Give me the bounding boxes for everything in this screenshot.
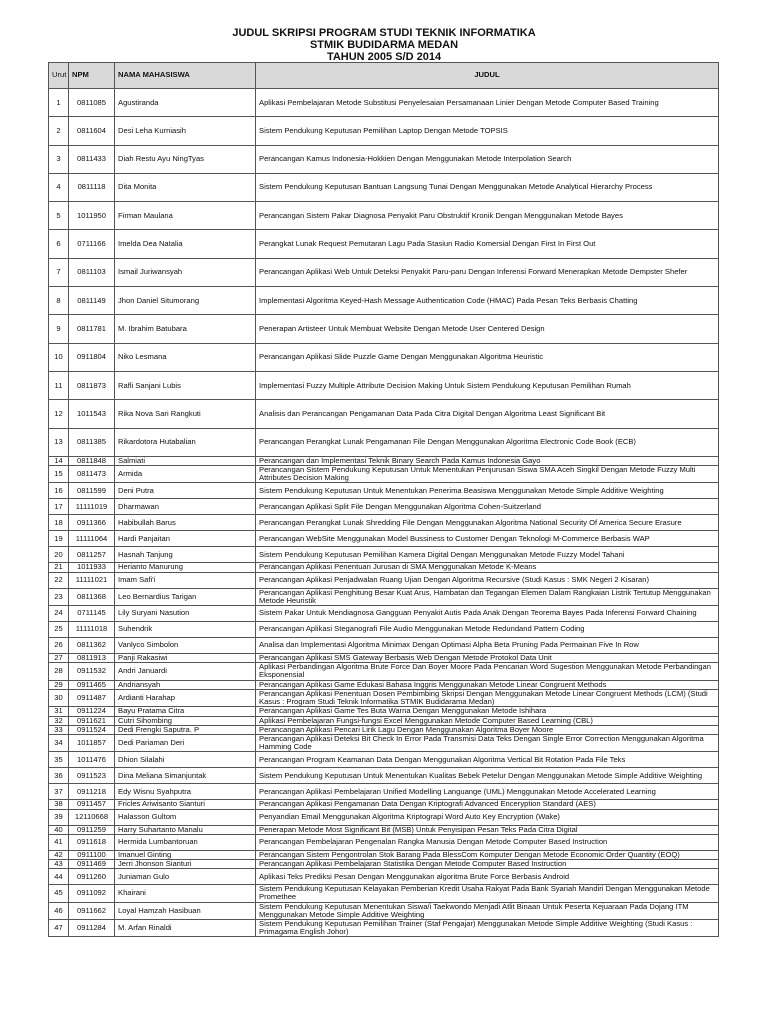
student-name: Herianto Manurung — [115, 563, 256, 572]
row-number: 39 — [49, 809, 69, 825]
table-row — [49, 885, 719, 902]
row-number: 46 — [49, 902, 69, 919]
table-row — [49, 515, 719, 531]
thesis-title: Sistem Pakar Untuk Mendiagnosa Gangguan Penyakit Autis Pada Anak Dengan Teorema Bayes Pada Inferensi Forward Chaining — [256, 606, 719, 622]
student-name: Halasson Gultom — [115, 809, 256, 825]
student-npm: 0911532 — [69, 663, 115, 680]
row-number: 11 — [49, 371, 69, 399]
student-name: M. Arfan Rinaldi — [115, 919, 256, 936]
student-npm: 0811149 — [69, 287, 115, 315]
thesis-title: Sistem Pendukung Keputusan Pemilihan Laptop Dengan Metode TOPSIS — [256, 117, 719, 145]
student-npm: 0911523 — [69, 768, 115, 784]
row-number: 21 — [49, 563, 69, 572]
table-row — [49, 499, 719, 515]
table-row — [49, 588, 719, 605]
row-number: 16 — [49, 483, 69, 499]
row-number: 26 — [49, 638, 69, 654]
thesis-title: Analisa dan Implementasi Algoritma Minimax Dengan Optimasi Alpha Beta Pruning Pada Permainan Five In Row — [256, 638, 719, 654]
table-row — [49, 725, 719, 734]
student-name: Firman Maulana — [115, 202, 256, 230]
student-npm: 0811873 — [69, 371, 115, 399]
row-number: 19 — [49, 531, 69, 547]
col-header-nama: NAMA MAHASISWA — [115, 63, 256, 89]
row-number: 5 — [49, 202, 69, 230]
student-npm: 0811103 — [69, 258, 115, 286]
student-npm: 1011933 — [69, 563, 115, 572]
row-number: 32 — [49, 716, 69, 725]
row-number: 6 — [49, 230, 69, 258]
thesis-title: Perancangan WebSite Menggunakan Model Bussiness to Customer Dengan Teknologi M-Commerce Berbasis WAP — [256, 531, 719, 547]
table-row — [49, 89, 719, 117]
thesis-title: Perancangan Aplikasi Pembelajaran Unified Modelling Languange (UML) Menggunakan Metode Accelerated Learning — [256, 784, 719, 800]
table-row — [49, 784, 719, 800]
col-header-npm: NPM — [69, 63, 115, 89]
row-number: 30 — [49, 689, 69, 706]
student-name: Hasnah Tanjung — [115, 547, 256, 563]
table-row — [49, 663, 719, 680]
student-name: Dedi Frengki Saputra. P — [115, 725, 256, 734]
institution-name: STMIK BUDIDARMA MEDAN — [309, 39, 459, 51]
student-npm: 1011950 — [69, 202, 115, 230]
table-header-row — [49, 63, 719, 89]
row-number: 2 — [49, 117, 69, 145]
col-header-judul: JUDUL — [256, 63, 719, 89]
student-name: M. Ibrahim Batubara — [115, 315, 256, 343]
table-row — [49, 315, 719, 343]
student-npm: 0911092 — [69, 885, 115, 902]
student-npm: 0911469 — [69, 859, 115, 868]
thesis-title: Sistem Pendukung Keputusan Untuk Menentukan Penerima Beasiswa Menggunakan Metode Simple Additive Weighting — [256, 483, 719, 499]
thesis-title: Perancangan Perangkat Lunak Pengamanan File Dengan Menggunakan Algoritma Electronic Code Book (ECB) — [256, 428, 719, 456]
student-name: Ardianti Harahap — [115, 689, 256, 706]
student-name: Dharmawan — [115, 499, 256, 515]
table-row — [49, 834, 719, 850]
row-number: 8 — [49, 287, 69, 315]
student-npm: 0811848 — [69, 456, 115, 465]
student-npm: 0911457 — [69, 800, 115, 809]
thesis-title: Perancangan Aplikasi Penjadwalan Ruang Ujian Dengan Algoritma Recursive (Studi Kasus : SMK Negeri 2 Kisaran) — [256, 572, 719, 588]
thesis-title: Penerapan Metode Most Significant Bit (MSB) Untuk Penyisipan Pesan Teks Pada Citra Digital — [256, 825, 719, 834]
student-npm: 0911465 — [69, 680, 115, 689]
student-npm: 0811473 — [69, 466, 115, 483]
student-npm: 0911621 — [69, 716, 115, 725]
student-npm: 0811118 — [69, 173, 115, 201]
student-name: Vanlyco Simbolon — [115, 638, 256, 654]
student-name: Dhion Silalahi — [115, 752, 256, 768]
student-name: Hardi Panjaitan — [115, 531, 256, 547]
student-npm: 0811599 — [69, 483, 115, 499]
thesis-title: Analisis dan Perancangan Pengamanan Data Pada Citra Digital Dengan Algoritma Least Significant Bit — [256, 400, 719, 428]
student-npm: 11111064 — [69, 531, 115, 547]
row-number: 28 — [49, 663, 69, 680]
student-npm: 0811257 — [69, 547, 115, 563]
row-number: 1 — [49, 89, 69, 117]
table-row — [49, 707, 719, 716]
table-row — [49, 117, 719, 145]
row-number: 47 — [49, 919, 69, 936]
table-row — [49, 752, 719, 768]
student-npm: 0811085 — [69, 89, 115, 117]
col-header-urut: Urut — [49, 63, 69, 89]
thesis-title: Perancangan Aplikasi Pencari Lirik Lagu Dengan Menggunakan Algoritma Boyer Moore — [256, 725, 719, 734]
student-name: Andriansyah — [115, 680, 256, 689]
student-name: Hermida Lumbantoruan — [115, 834, 256, 850]
student-name: Salmiati — [115, 456, 256, 465]
student-npm: 0911487 — [69, 689, 115, 706]
student-npm: 1011476 — [69, 752, 115, 768]
row-number: 23 — [49, 588, 69, 605]
row-number: 44 — [49, 869, 69, 885]
student-name: Niko Lesmana — [115, 343, 256, 371]
student-name: Andri Januardi — [115, 663, 256, 680]
row-number: 34 — [49, 734, 69, 751]
thesis-title: Sistem Pendukung Keputusan Pemilihan Trainer (Staf Pengajar) Menggunakan Metode Simple Additive Weighting (Studi Kasus : Primagama English Johor) — [256, 919, 719, 936]
thesis-title: Perancangan Aplikasi Pembelajaran Statistika Dengan Metode Computer Based Instruction — [256, 859, 719, 868]
thesis-title: Penyandian Email Menggunakan Algoritma Kriptograpi Word Auto Key Encryption (Wake) — [256, 809, 719, 825]
student-npm: 0811433 — [69, 145, 115, 173]
student-name: Jerri Jhonson Sianturi — [115, 859, 256, 868]
table-row — [49, 902, 719, 919]
row-number: 4 — [49, 173, 69, 201]
thesis-title: Perancangan Aplikasi Game Edukasi Bahasa Inggris Menggunakan Metode Linear Congruent Methods — [256, 680, 719, 689]
row-number: 31 — [49, 707, 69, 716]
thesis-title: Perancangan Program Keamanan Data Dengan Menggunakan Algoritma Vertical Bit Rotation Pada File Teks — [256, 752, 719, 768]
thesis-title: Implementasi Algoritma Keyed-Hash Message Authentication Code (HMAC) Pada Pesan Teks Berbasis Chatting — [256, 287, 719, 315]
student-npm: 11111018 — [69, 622, 115, 638]
table-row — [49, 919, 719, 936]
thesis-title: Perancangan Aplikasi Penghitung Besar Kuat Arus, Hambatan dan Tegangan Elemen Dalam Rangkaian Listrik Tertutup Menggunakan Metode Heuristik — [256, 588, 719, 605]
student-npm: 0911224 — [69, 707, 115, 716]
student-name: Dita Monita — [115, 173, 256, 201]
thesis-title: Sistem Pendukung Keputusan Kelayakan Pemberian Kredit Usaha Rakyat Pada Bank Syariah Mandiri Dengan Menggunakan Metode Promethee — [256, 885, 719, 902]
table-row — [49, 809, 719, 825]
thesis-title: Perancangan Aplikasi Penentuan Dosen Pembimbing Skripsi Dengan Menggunakan Metode Linear Congruent Methods (LCM) (Studi Kasus : Program Studi Teknik Informatika STMIK Budidarama Medan) — [256, 689, 719, 706]
student-npm: 11111019 — [69, 499, 115, 515]
thesis-title: Perancangan Kamus Indonesia-Hokkien Dengan Menggunakan Metode Interpolation Search — [256, 145, 719, 173]
student-npm: 0911218 — [69, 784, 115, 800]
row-number: 33 — [49, 725, 69, 734]
student-name: Juniaman Gulo — [115, 869, 256, 885]
student-npm: 0911662 — [69, 902, 115, 919]
row-number: 29 — [49, 680, 69, 689]
thesis-title: Aplikasi Teks Prediksi Pesan Dengan Menggunakan algoritma Brute Force Berbasis Android — [256, 869, 719, 885]
thesis-title: Perancangan Aplikasi Steganografi File Audio Menggunakan Metode Redundand Pattern Coding — [256, 622, 719, 638]
row-number: 15 — [49, 466, 69, 483]
row-number: 42 — [49, 850, 69, 859]
student-npm: 0911804 — [69, 343, 115, 371]
row-number: 35 — [49, 752, 69, 768]
table-row — [49, 825, 719, 834]
thesis-title: Perancangan Aplikasi Web Untuk Deteksi Penyakit Paru-paru Dengan Inferensi Forward Menerapkan Metode Dempster Shefer — [256, 258, 719, 286]
student-npm: 1011857 — [69, 734, 115, 751]
student-name: Bayu Pratama Citra — [115, 707, 256, 716]
thesis-title: Sistem Pendukung Keputusan Menentukan Siswa/i Taekwondo Menjadi Atlit Binaan Untuk Peserta Kejuaraan Pada Dojang ITM Menggunakan Metode Simple Additive Weighting — [256, 902, 719, 919]
row-number: 27 — [49, 654, 69, 663]
table-row — [49, 859, 719, 868]
row-number: 18 — [49, 515, 69, 531]
row-number: 43 — [49, 859, 69, 868]
row-number: 9 — [49, 315, 69, 343]
student-name: Deni Putra — [115, 483, 256, 499]
student-name: Cutri Sihombing — [115, 716, 256, 725]
table-row — [49, 850, 719, 859]
table-row — [49, 716, 719, 725]
thesis-title: Sistem Pendukung Keputusan Bantuan Langsung Tunai Dengan Menggunakan Metode Analytical Hierarchy Process — [256, 173, 719, 201]
student-name: Dedi Pariaman Deri — [115, 734, 256, 751]
thesis-title: Sistem Pendukung Keputusan Pemilihan Kamera Digital Dengan Menggunakan Metode Fuzzy Model Tahani — [256, 547, 719, 563]
table-row — [49, 483, 719, 499]
student-npm: 0811913 — [69, 654, 115, 663]
table-row — [49, 689, 719, 706]
student-npm: 0811385 — [69, 428, 115, 456]
thesis-title: Implementasi Fuzzy Multiple Attribute Decision Making Untuk Sistem Pendukung Keputusan Pemilihan Rumah — [256, 371, 719, 399]
table-row — [49, 572, 719, 588]
student-name: Rika Nova Sari Rangkuti — [115, 400, 256, 428]
table-row — [49, 400, 719, 428]
table-row — [49, 258, 719, 286]
thesis-title: Perancangan Aplikasi Deteksi Bit Check In Error Pada Transmisi Data Teks Dengan Single Error Correction Menggunakan Algoritma Hamming Code — [256, 734, 719, 751]
table-body — [49, 89, 719, 937]
row-number: 22 — [49, 572, 69, 588]
row-number: 17 — [49, 499, 69, 515]
table-row — [49, 287, 719, 315]
table-row — [49, 654, 719, 663]
thesis-title: Perancangan Sistem Pendukung Keputusan Untuk Menentukan Penjurusan Siswa SMA Aceh Singkil Dengan Metode Fuzzy Multi Attributes Decision Making — [256, 466, 719, 483]
table-row — [49, 638, 719, 654]
student-name: Leo Bernardius Tarigan — [115, 588, 256, 605]
student-name: Rafli Sanjani Lubis — [115, 371, 256, 399]
student-npm: 1011543 — [69, 400, 115, 428]
document-title: JUDUL SKRIPSI PROGRAM STUDI TEKNIK INFORMATIKA — [232, 27, 536, 39]
student-name: Imam Safi'i — [115, 572, 256, 588]
table-row — [49, 606, 719, 622]
student-npm: 0911100 — [69, 850, 115, 859]
table-row — [49, 456, 719, 465]
thesis-title: Sistem Pendukung Keputusan Untuk Menentukan Kualitas Bebek Petelur Dengan Menggunakan Metode Simple Additive Weighting — [256, 768, 719, 784]
student-npm: 0911259 — [69, 825, 115, 834]
student-name: Imanuel Ginting — [115, 850, 256, 859]
table-row — [49, 768, 719, 784]
student-name: Diah Restu Ayu NingTyas — [115, 145, 256, 173]
table-row — [49, 734, 719, 751]
thesis-title: Perancangan Aplikasi Pengamanan Data Dengan Kriptografi Advanced Enceryption Standard (AES) — [256, 800, 719, 809]
row-number: 41 — [49, 834, 69, 850]
row-number: 24 — [49, 606, 69, 622]
student-npm: 0911618 — [69, 834, 115, 850]
student-name: Armida — [115, 466, 256, 483]
student-name: Edy Wisnu Syahputra — [115, 784, 256, 800]
student-npm: 11111021 — [69, 572, 115, 588]
thesis-title: Perancangan Sistem Pakar Diagnosa Penyakit Paru Obstruktif Kronik Dengan Menggunakan Metode Bayes — [256, 202, 719, 230]
row-number: 3 — [49, 145, 69, 173]
student-npm: 0711166 — [69, 230, 115, 258]
table-row — [49, 622, 719, 638]
thesis-title: Perangkat Lunak Request Pemutaran Lagu Pada Stasiun Radio Komersial Dengan First In First Out — [256, 230, 719, 258]
table-row — [49, 173, 719, 201]
table-row — [49, 145, 719, 173]
thesis-title: Perancangan Aplikasi Penentuan Jurusan di SMA Menggunakan Metode K-Means — [256, 563, 719, 572]
row-number: 25 — [49, 622, 69, 638]
thesis-title: Aplikasi Perbandingan Algoritma Brute Force Dan Boyer Moore Pada Pencarian Word Sugestion Menggunakan Metode Perbandingan Eksponensial — [256, 663, 719, 680]
student-name: Loyal Hamzah Hasibuan — [115, 902, 256, 919]
row-number: 13 — [49, 428, 69, 456]
row-number: 40 — [49, 825, 69, 834]
table-row — [49, 547, 719, 563]
thesis-title: Aplikasi Pembelajaran Fungsi-fungsi Excel Menggunakan Metode Computer Based Learning (CBL) — [256, 716, 719, 725]
thesis-table — [48, 62, 719, 937]
thesis-title: Perancangan Pembelajaran Pengenalan Rangka Manusia Dengan Metode Computer Based Instruction — [256, 834, 719, 850]
row-number: 37 — [49, 784, 69, 800]
table-row — [49, 680, 719, 689]
row-number: 45 — [49, 885, 69, 902]
thesis-title: Penerapan Artisteer Untuk Membuat Website Dengan Metode User Centered Design — [256, 315, 719, 343]
student-npm: 0911284 — [69, 919, 115, 936]
student-npm: 0811781 — [69, 315, 115, 343]
student-npm: 0811362 — [69, 638, 115, 654]
student-npm: 12110668 — [69, 809, 115, 825]
table-row — [49, 531, 719, 547]
student-name: Desi Leha Kurniasih — [115, 117, 256, 145]
student-name: Dina Meliana Simanjuntak — [115, 768, 256, 784]
year-range: TAHUN 2005 S/D 2014 — [326, 51, 442, 63]
thesis-title: Perancangan Aplikasi Slide Puzzle Game Dengan Menggunakan Algoritma Heuristic — [256, 343, 719, 371]
row-number: 12 — [49, 400, 69, 428]
thesis-title: Perancangan Sistem Pengontrolan Stok Barang Pada BlessCom Komputer Dengan Metode Economic Order Quantity (EOQ) — [256, 850, 719, 859]
student-name: Agustiranda — [115, 89, 256, 117]
table-row — [49, 428, 719, 456]
row-number: 7 — [49, 258, 69, 286]
student-npm: 0711145 — [69, 606, 115, 622]
row-number: 14 — [49, 456, 69, 465]
thesis-title: Perancangan Aplikasi Split File Dengan Menggunakan Algoritma Cohen-Suitzerland — [256, 499, 719, 515]
thesis-title: Aplikasi Pembelajaran Metode Substitusi Penyelesaian Persamanaan Linier Dengan Metode Computer Based Training — [256, 89, 719, 117]
student-name: Suhendrik — [115, 622, 256, 638]
table-row — [49, 466, 719, 483]
student-name: Imelda Dea Natalia — [115, 230, 256, 258]
thesis-title: Perancangan Aplikasi Game Tes Buta Warna Dengan Menggunakan Metode Ishihara — [256, 707, 719, 716]
table-row — [49, 202, 719, 230]
student-name: Khairani — [115, 885, 256, 902]
student-npm: 0911260 — [69, 869, 115, 885]
table-row — [49, 230, 719, 258]
student-name: Panji Rakasiwi — [115, 654, 256, 663]
table-row — [49, 343, 719, 371]
table-row — [49, 371, 719, 399]
table-row — [49, 800, 719, 809]
row-number: 10 — [49, 343, 69, 371]
student-name: Harry Suhartanto Manalu — [115, 825, 256, 834]
student-npm: 0911524 — [69, 725, 115, 734]
student-npm: 0811368 — [69, 588, 115, 605]
table-row — [49, 563, 719, 572]
row-number: 38 — [49, 800, 69, 809]
row-number: 20 — [49, 547, 69, 563]
student-name: Rikardotora Hutabalian — [115, 428, 256, 456]
student-name: Jhon Daniel Situmorang — [115, 287, 256, 315]
student-name: Lily Suryani Nasution — [115, 606, 256, 622]
thesis-title: Perancangan dan Implementasi Teknik Binary Search Pada Kamus Indonesia Gayo — [256, 456, 719, 465]
table-row — [49, 869, 719, 885]
student-name: Fricles Ariwisanto Sianturi — [115, 800, 256, 809]
student-name: Habibullah Barus — [115, 515, 256, 531]
row-number: 36 — [49, 768, 69, 784]
thesis-title: Perancangan Perangkat Lunak Shredding File Dengan Menggunakan Algoritma National Security Of America Secure Erasure — [256, 515, 719, 531]
thesis-title: Perancangan Aplikasi SMS Gateway Berbasis Web Dengan Metode Protokol Data Unit — [256, 654, 719, 663]
student-npm: 0811604 — [69, 117, 115, 145]
student-name: Ismail Juriwansyah — [115, 258, 256, 286]
student-npm: 0911366 — [69, 515, 115, 531]
